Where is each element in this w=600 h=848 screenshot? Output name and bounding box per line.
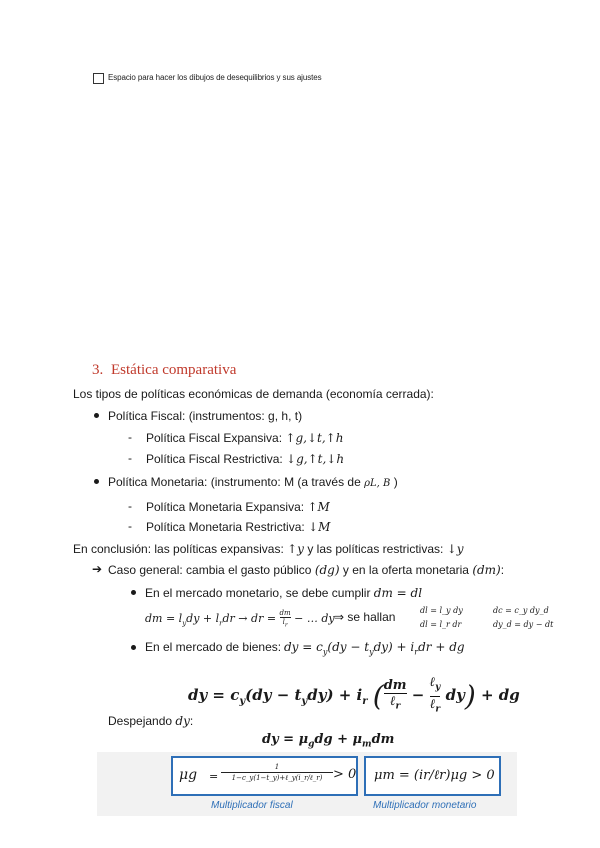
fiscal-multiplier-caption: Multiplicador fiscal <box>211 800 293 811</box>
solving-var: dy <box>175 714 190 728</box>
dash-icon: - <box>128 499 132 513</box>
fiscal-multiplier-numerator: 1 <box>221 762 333 773</box>
fiscal-multiplier-symbol: μg <box>179 767 198 783</box>
monetary-label-suffix: ) <box>393 475 398 489</box>
monetary-label-prefix: Política Monetaria: (instrumento: M (a través de <box>108 475 361 489</box>
conclusion-res: ↓y <box>446 542 464 556</box>
bullet-icon <box>131 645 136 650</box>
fiscal-expansive <box>146 431 343 445</box>
fiscal-multiplier-fraction <box>221 762 333 783</box>
general-case-dg: (dg) <box>314 563 340 577</box>
section-heading <box>92 362 236 379</box>
conclusion-prefix: En conclusión: las políticas expansivas: <box>73 542 284 556</box>
section-number: 3. <box>92 362 104 378</box>
monetary-label-symbols: ρL, B <box>364 478 391 489</box>
small-eq-dc: dc = c_y dy_d <box>493 606 549 615</box>
general-case-middle: y en la oferta monetaria <box>342 563 469 577</box>
conclusion-middle: y las políticas restrictivas: <box>307 542 444 556</box>
money-market-text <box>145 586 422 600</box>
monetary-expansive-eq: ↑M <box>307 500 330 514</box>
dash-icon: - <box>128 519 132 533</box>
small-eq-dyd: dy_d = dy − dt <box>493 620 554 629</box>
arrow-icon: ➔ <box>92 562 103 576</box>
conclusion-text <box>73 542 464 556</box>
general-case-suffix: : <box>500 563 505 577</box>
monetary-policy-label <box>108 475 398 491</box>
money-market-derivation: dm = $l_ydy + l_rdr$ → dr = $\frac{dm}{l_r}$ − … dy <box>145 609 335 629</box>
monetary-expansive-label: Política Monetaria Expansiva: <box>146 500 305 514</box>
bullet-icon <box>131 590 136 595</box>
monetary-restrictive <box>146 520 330 534</box>
fiscal-multiplier-box: μg = 1 1−c_y(1−t_y)+ℓ_y(i_r/ℓ_r) > 0 <box>171 756 358 796</box>
monetary-multiplier-eq: μm = (ir/ℓr)μg > 0 <box>374 768 495 783</box>
drawing-space-note: Espacio para hacer los dibujos de desequilibrios y sus ajustes <box>108 73 322 82</box>
checkbox[interactable] <box>93 73 104 84</box>
dash-icon: - <box>128 430 132 444</box>
money-market-arrow: ⇒ se hallan <box>334 610 396 624</box>
general-case-text <box>108 563 504 577</box>
small-eq-dl-y: dl = l_y dy <box>420 606 463 615</box>
fiscal-restrictive-eq: ↓g,↑t,↓h <box>286 452 345 466</box>
section-title: Estática comparativa <box>111 362 237 378</box>
monetary-restrictive-label: Política Monetaria Restrictiva: <box>146 520 305 534</box>
monetary-restrictive-eq: ↓M <box>308 520 331 534</box>
fiscal-multiplier-gt: > 0 <box>333 767 357 782</box>
monetary-multiplier-caption: Multiplicador monetario <box>373 800 477 811</box>
fiscal-expansive-label: Política Fiscal Expansiva: <box>146 431 283 445</box>
conclusion-exp: ↑y <box>287 542 304 556</box>
general-case-dm: (dm) <box>472 563 501 577</box>
solving-eq: dy = $\mu_gdg + \mu_mdm$ <box>262 732 395 750</box>
fiscal-restrictive-label: Política Fiscal Restrictiva: <box>146 452 283 466</box>
dash-icon: - <box>128 451 132 465</box>
bullet-icon <box>94 479 99 484</box>
intro-text: Los tipos de políticas económicas de demanda (economía cerrada): <box>73 387 434 401</box>
bullet-icon <box>94 413 99 418</box>
monetary-multiplier-box <box>364 756 501 796</box>
solving-label <box>108 714 193 728</box>
money-market-label: En el mercado monetario, se debe cumplir <box>145 586 371 600</box>
solving-text: Despejando <box>108 714 173 728</box>
fiscal-multiplier-denominator: 1−c_y(1−t_y)+ℓ_y(i_r/ℓ_r) <box>231 774 323 782</box>
small-eq-dl-r: dl = l_r dr <box>420 620 462 629</box>
fiscal-restrictive <box>146 452 344 466</box>
fiscal-policy-label: Política Fiscal: (instrumentos: g, h, t) <box>108 409 303 423</box>
solving-colon: : <box>189 714 194 728</box>
fiscal-expansive-eq: ↑g,↓t,↑h <box>285 431 344 445</box>
monetary-expansive <box>146 500 330 514</box>
big-equation: dy = $c_y(dy - t_ydy) + i_r$ ( dm ℓ$_r$ − ℓ$_y$ ℓ$_r$ dy) + dg <box>188 675 520 715</box>
money-market-eq: dm = dl <box>373 586 423 600</box>
goods-market-label: En el mercado de bienes: <box>145 640 282 654</box>
general-case-prefix: Caso general: cambia el gasto público <box>108 563 312 577</box>
goods-market-eq: dy = $c_y(dy - t_ydy) + i_rdr$ + dg <box>284 640 465 657</box>
